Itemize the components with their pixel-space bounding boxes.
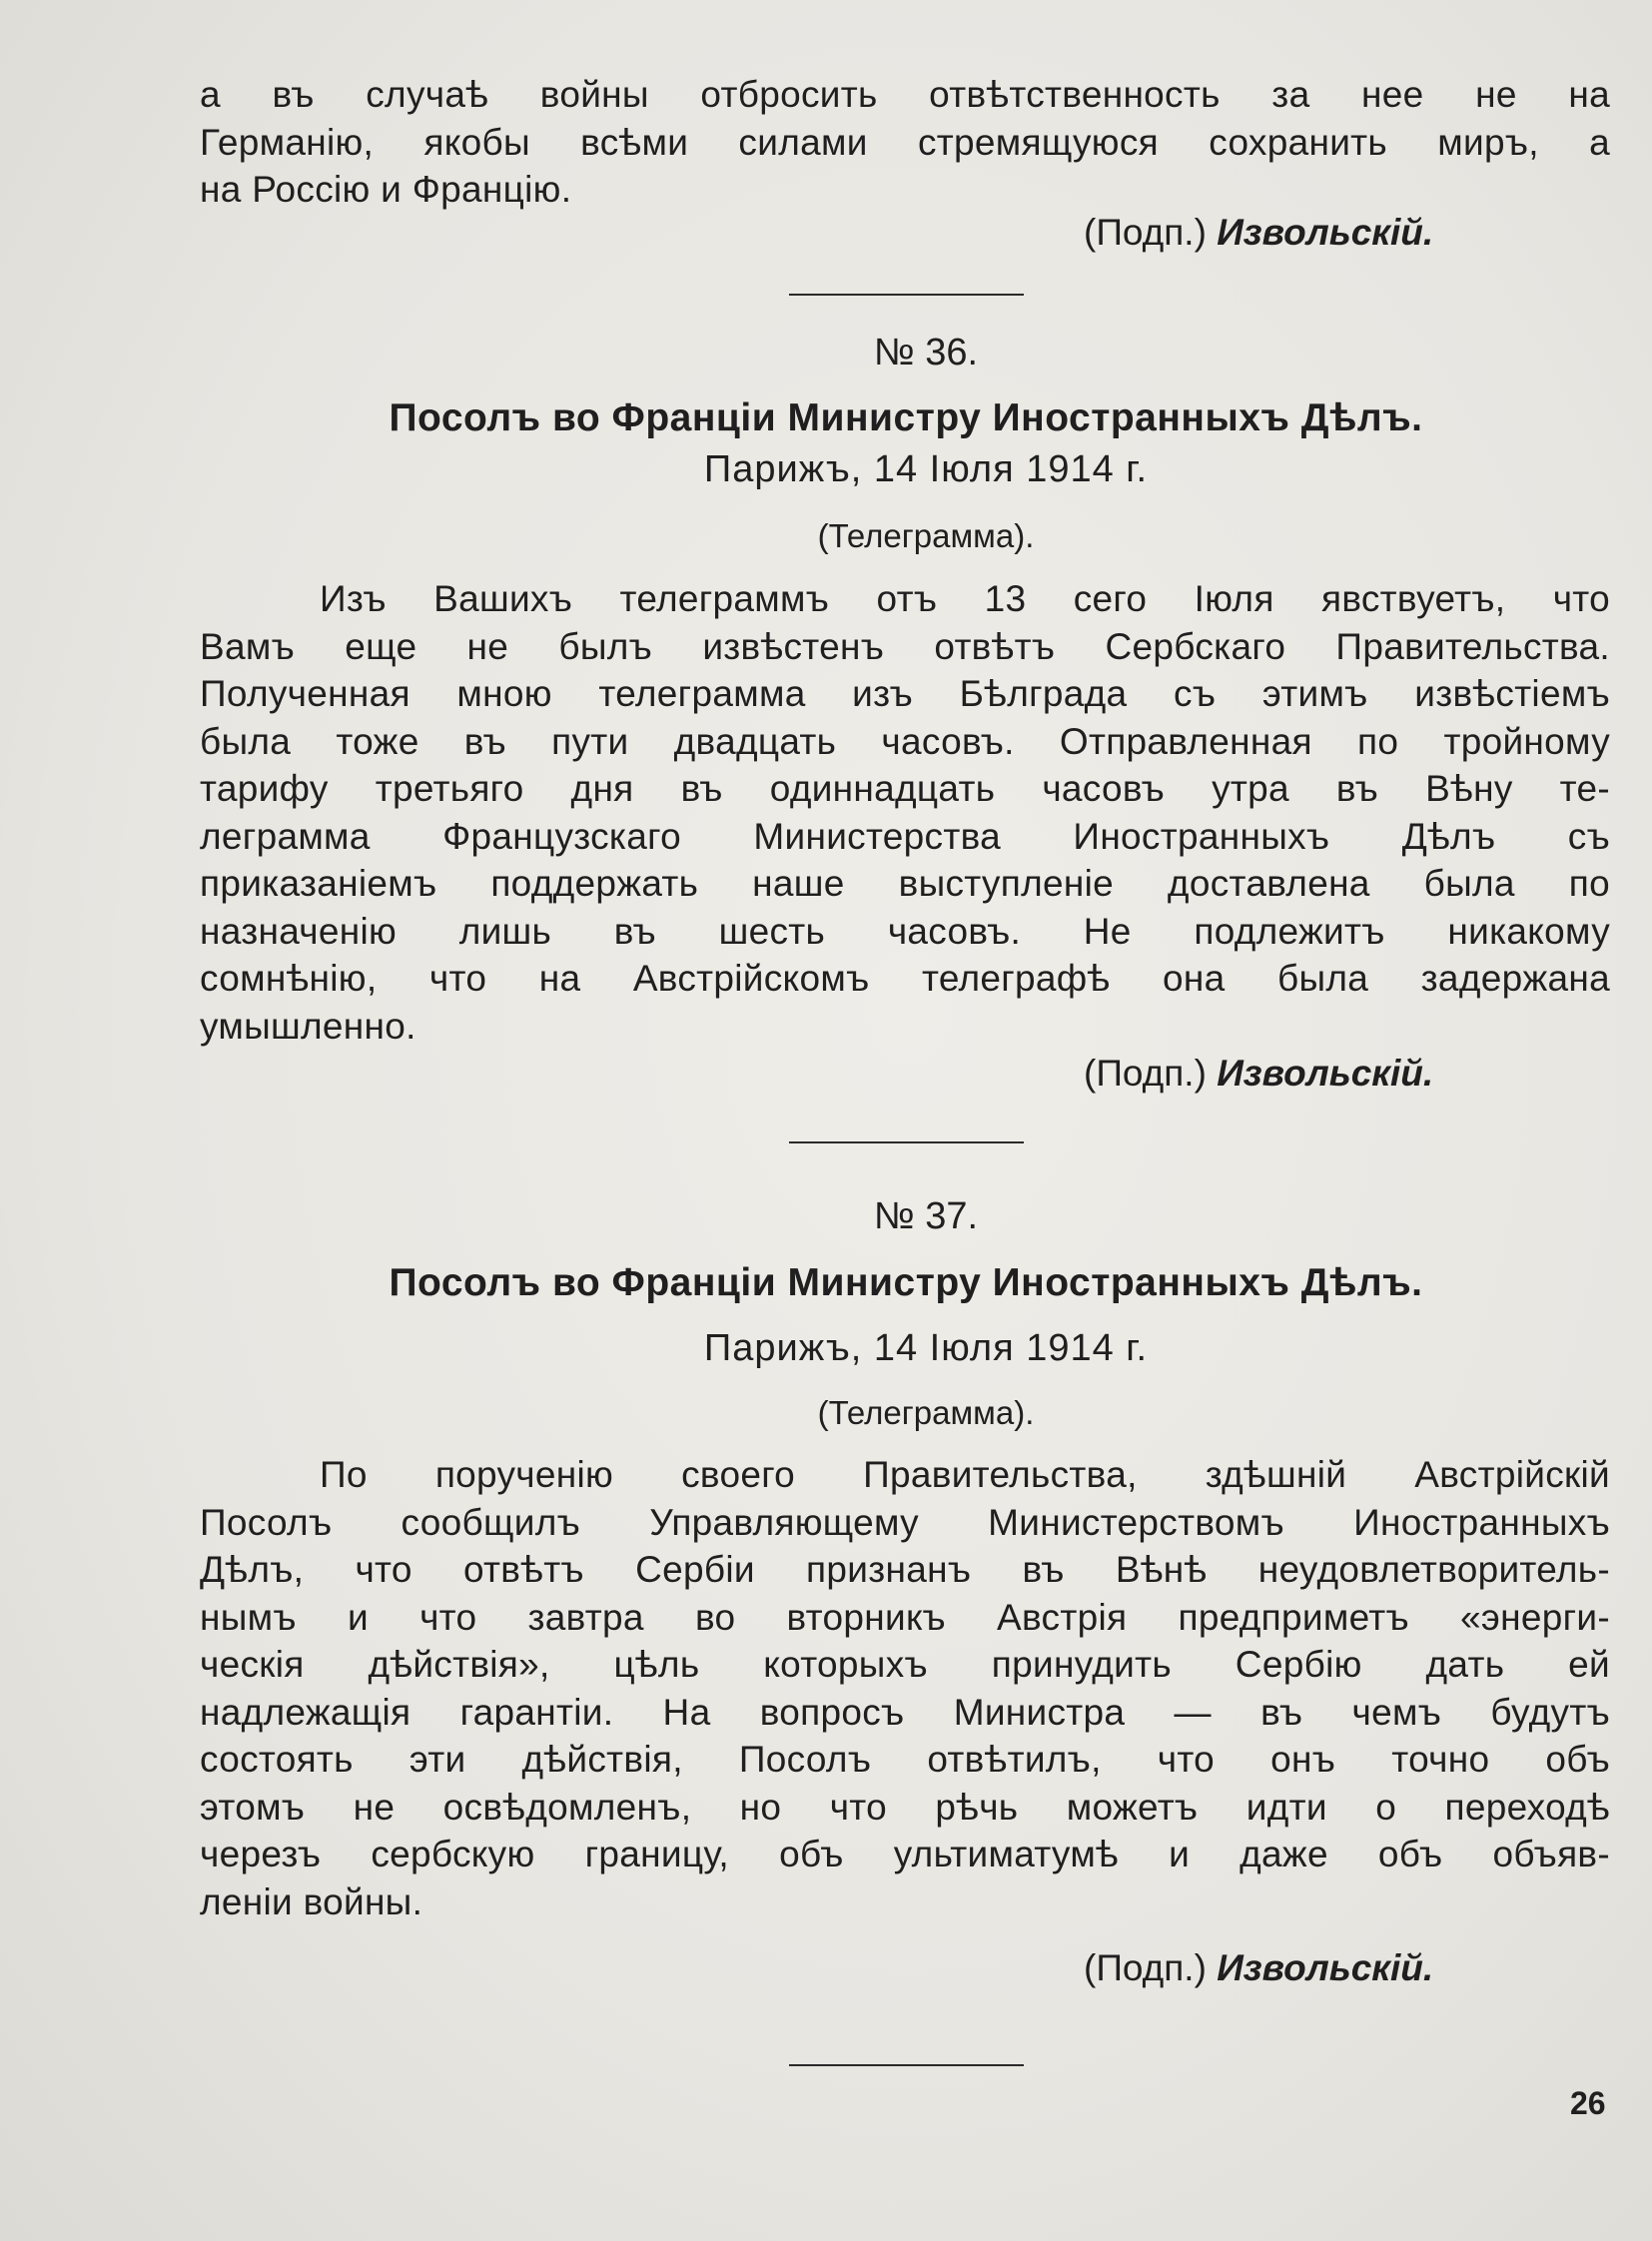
- section-divider: [789, 294, 1024, 296]
- text-line: сомнѣнію, что на Австрійскомъ телеграфѣ она была задержана: [200, 958, 1610, 999]
- text-line: нымъ и что завтра во вторникъ Австрія предприметъ «энерги-: [200, 1596, 1610, 1638]
- text-line: была тоже въ пути двадцать часовъ. Отправленная по тройному: [200, 720, 1610, 762]
- signature-name: Извольскій.: [1217, 212, 1434, 253]
- text-line: леніи войны.: [200, 1880, 423, 1922]
- text-line: По порученію своего Правительства, здѣшній Австрійскій: [320, 1454, 1610, 1495]
- text-line: Дѣлъ, что отвѣтъ Сербіи признанъ въ Вѣнѣ неудовлетворитель-: [200, 1549, 1610, 1590]
- text-line: черезъ сербскую границу, объ ультиматумѣ и даже объ объяв-: [200, 1834, 1610, 1874]
- doc36-kind: (Телеграмма).: [817, 517, 1035, 554]
- text-line: состоять эти дѣйствія, Посолъ отвѣтилъ, что онъ точно объ: [200, 1739, 1610, 1780]
- text-line: Изъ Вашихъ телеграммъ отъ 13 сего Іюля явствуетъ, что: [320, 578, 1610, 619]
- doc36-body: [200, 575, 1610, 1050]
- doc36-heading: Посолъ во Франціи Министру Иностранныхъ Дѣлъ.: [389, 396, 1423, 439]
- text-line: приказаніемъ поддержать наше выступленіе доставлена была по: [200, 863, 1610, 904]
- signature-doc37: [1084, 1947, 1433, 1989]
- doc36-place-date: Парижъ, 14 Іюля 1914 г.: [703, 448, 1149, 490]
- doc37-heading: Посолъ во Франціи Министру Иностранныхъ Дѣлъ.: [389, 1261, 1423, 1304]
- text-line: Полученная мною телеграмма изъ Бѣлграда съ этимъ извѣстіемъ: [200, 673, 1610, 714]
- signature-name: Извольскій.: [1217, 1053, 1434, 1094]
- text-line: умышленно.: [200, 1005, 416, 1047]
- signature-name: Извольскій.: [1217, 1947, 1434, 1988]
- signature-prefix: (Подп.): [1084, 1947, 1207, 1988]
- doc37-kind: (Телеграмма).: [817, 1394, 1035, 1431]
- text-line: ческія дѣйствія», цѣль которыхъ принудить Сербію дать ей: [200, 1644, 1610, 1685]
- text-line: Германію, якобы всѣми силами стремящуюся сохранить миръ, а: [200, 121, 1610, 163]
- doc37-body: [200, 1451, 1610, 1925]
- signature-prefix: (Подп.): [1084, 1053, 1207, 1094]
- text-line: надлежащія гарантіи. На вопросъ Министра — въ чемъ будутъ: [200, 1691, 1610, 1733]
- signature-prefix: (Подп.): [1084, 212, 1207, 253]
- top-paragraph: [200, 71, 1610, 214]
- text-line: тарифу третьяго дня въ одиннадцать часовъ утра въ Вѣну те-: [200, 768, 1610, 809]
- text-line: назначенію лишь въ шесть часовъ. Не подлежитъ никакому: [200, 910, 1610, 952]
- signature-doc36: [1084, 1053, 1433, 1095]
- text-line: этомъ не освѣдомленъ, но что рѣчь можетъ идти о переходѣ: [200, 1786, 1610, 1828]
- doc37-number: № 37.: [873, 1195, 979, 1237]
- doc37-place-date: Парижъ, 14 Іюля 1914 г.: [703, 1327, 1149, 1369]
- text-line: на Россію и Францію.: [200, 169, 572, 210]
- section-divider: [789, 2064, 1024, 2066]
- signature-top: [1084, 212, 1433, 254]
- text-line: Посолъ сообщилъ Управляющему Министерствомъ Иностранныхъ: [200, 1501, 1610, 1543]
- doc36-number: № 36.: [873, 332, 979, 374]
- text-line: леграмма Французскаго Министерства Иностранныхъ Дѣлъ съ: [200, 815, 1610, 857]
- section-divider: [789, 1141, 1024, 1143]
- page-number: 26: [1570, 2085, 1606, 2121]
- text-line: Вамъ еще не былъ извѣстенъ отвѣтъ Сербскаго Правительства.: [200, 625, 1610, 667]
- text-line: а въ случаѣ войны отбросить отвѣтственность за нее не на: [200, 74, 1610, 115]
